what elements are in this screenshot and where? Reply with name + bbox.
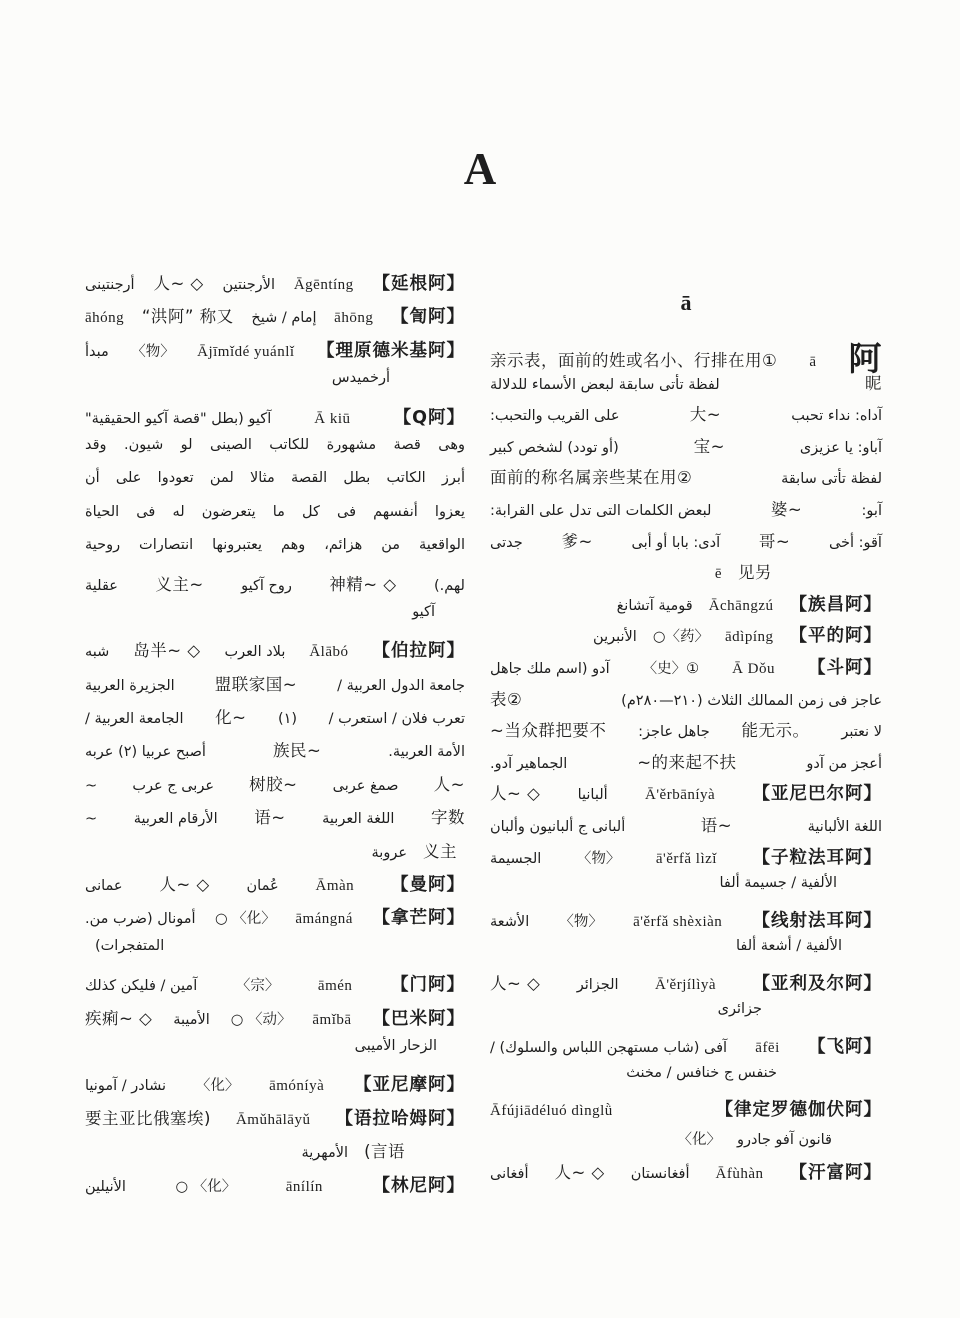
chinese-text: 人~ ◇ bbox=[153, 274, 204, 293]
arabic-gloss: جاهل عاجز: bbox=[638, 724, 710, 741]
arabic-gloss: يعزوا أنفسهم فى كل ما يتعرضون له فى الحياة bbox=[85, 503, 465, 520]
arabic-gloss: أرجنتينى bbox=[85, 277, 135, 293]
dict-line bbox=[490, 749, 882, 781]
pinyin: Ājīmǐdé yuánlǐ bbox=[197, 343, 295, 360]
arabic-gloss: قانون آفو جادرو bbox=[736, 1131, 832, 1148]
dict-line bbox=[490, 717, 882, 749]
dict-line bbox=[85, 1172, 465, 1205]
arabic-gloss: آفى (شاب مستهجن اللباس والسلوك) / bbox=[490, 1040, 728, 1057]
pinyin: āfēi bbox=[755, 1040, 780, 1057]
dict-line bbox=[490, 1128, 882, 1160]
headword: 【拿芒阿】 bbox=[372, 908, 465, 929]
chinese-text: 字数 bbox=[431, 808, 465, 828]
dict-line bbox=[85, 437, 465, 470]
symbol: ○ 〈化〉 bbox=[175, 1178, 237, 1195]
chinese-text: 义主~ bbox=[155, 574, 204, 594]
chinese-text: “洪阿” 称又 bbox=[141, 307, 234, 327]
arabic-gloss: (أو تودد) لشخص كبير bbox=[490, 439, 619, 456]
dict-line bbox=[85, 370, 465, 403]
dict-line bbox=[85, 1105, 465, 1138]
headword: 【曼阿】 bbox=[391, 875, 465, 896]
dict-line bbox=[490, 528, 882, 560]
arabic-gloss: لا نعتبر bbox=[841, 724, 882, 741]
headword: 【亚尼巴尔阿】 bbox=[752, 784, 882, 805]
dict-line bbox=[490, 780, 882, 812]
dict-line bbox=[85, 270, 465, 303]
dict-line bbox=[85, 637, 465, 670]
pinyin: Ālābó bbox=[309, 644, 349, 661]
dict-line bbox=[490, 1159, 882, 1191]
dict-line bbox=[85, 971, 465, 1004]
chinese-text: 能无示。 bbox=[741, 721, 810, 741]
arabic-gloss: عاجز فى زمن الممالك الثلاث (٢١٠—٢٨٠م) bbox=[621, 692, 882, 709]
dict-line bbox=[85, 771, 465, 804]
headword: 【平的阿】 bbox=[789, 626, 882, 647]
symbol: ~ bbox=[85, 811, 98, 828]
arabic-gloss: أمونال (ضرب من. bbox=[85, 911, 196, 928]
dict-line bbox=[85, 671, 465, 704]
pinyin: Āmàn bbox=[315, 878, 355, 895]
arabic-gloss: وهى قصة مشهورة للكاتب الصينى لو شيون. وقد bbox=[85, 436, 465, 453]
symbol: ~ bbox=[85, 777, 98, 794]
arabic-gloss: عُمان bbox=[246, 878, 279, 895]
dict-line bbox=[85, 938, 465, 971]
arabic-gloss: (١) bbox=[277, 711, 298, 728]
arabic-gloss: آدى: بابا أو أبى bbox=[631, 534, 721, 551]
pinyin: āhóng bbox=[85, 310, 125, 327]
chinese-text: ~的来起不扶 bbox=[637, 752, 737, 772]
symbol: ○〈药〉 bbox=[652, 629, 709, 646]
arabic-gloss: آباو: يا عزيزى bbox=[799, 439, 882, 456]
arabic-gloss: ألبانى ج ألبانيون وألبان bbox=[490, 818, 626, 835]
dict-line bbox=[85, 737, 465, 770]
dict-line bbox=[85, 537, 465, 570]
pinyin: ā'ěrfǎ shèxiàn bbox=[633, 913, 723, 930]
chinese-text: 岛半~ ◇ bbox=[133, 641, 201, 661]
arabic-gloss: نشادر / آمونيا bbox=[85, 1078, 167, 1095]
arabic-gloss: لبعض الكلمات التى تدل على القرابة: bbox=[490, 502, 712, 519]
dict-line bbox=[490, 1096, 882, 1128]
arabic-gloss: الألفية / جسيمة ألفا bbox=[719, 875, 837, 892]
chinese-text: 面前的称名属亲些某在用② bbox=[490, 468, 693, 488]
dict-line bbox=[85, 1071, 465, 1104]
headword: 【延根阿】 bbox=[372, 274, 465, 294]
arabic-gloss: الأمهرية bbox=[301, 1145, 349, 1162]
dict-line bbox=[490, 654, 882, 686]
arabic-gloss: الأرجنتين bbox=[222, 277, 275, 293]
pinyin: Ā Dǒu bbox=[732, 660, 775, 677]
arabic-gloss: الواقعية من هزائم، وهم يعتبرونها انتصارات روحية bbox=[85, 537, 465, 554]
dict-line bbox=[85, 871, 465, 904]
arabic-gloss: الأنبرين bbox=[593, 629, 637, 646]
chinese-text: 义主 bbox=[423, 841, 457, 861]
dict-line bbox=[490, 907, 882, 939]
headword: 【伯拉阿】 bbox=[372, 641, 465, 662]
arabic-gloss: عربى ج عرب bbox=[132, 777, 214, 794]
arabic-gloss: شبه bbox=[85, 644, 110, 661]
dict-line bbox=[490, 1001, 882, 1033]
headword: 【理原德米基阿】 bbox=[316, 340, 465, 361]
headword: 【亚利及尔阿】 bbox=[752, 973, 882, 994]
headword: 【线射法耳阿】 bbox=[752, 910, 882, 931]
chinese-text: 神精~ ◇ bbox=[329, 574, 397, 594]
pinyin: āhōng bbox=[334, 310, 374, 327]
arabic-gloss: تعرب فلان / استعرب / bbox=[328, 711, 465, 728]
dict-line bbox=[85, 804, 465, 837]
headword: 【汗富阿】 bbox=[789, 1163, 882, 1184]
symbol: 〈化〉 bbox=[677, 1131, 721, 1148]
section-letter: A bbox=[463, 144, 497, 194]
headword: 【Q阿】 bbox=[393, 407, 465, 428]
headword: 【律定罗德伽伏阿】 bbox=[715, 1100, 882, 1121]
dict-line bbox=[490, 464, 882, 496]
arabic-gloss: اللغة الألبانية bbox=[807, 818, 882, 835]
arabic-gloss: أفغانستان bbox=[630, 1166, 690, 1183]
dict-line bbox=[490, 686, 882, 718]
arabic-gloss: مبدأ bbox=[85, 343, 109, 360]
arabic-gloss: جزائرى bbox=[717, 1001, 762, 1018]
pinyin: ā'ěrfǎ lìzǐ bbox=[655, 850, 717, 867]
pinyin: Āfùhàn bbox=[715, 1166, 764, 1183]
arabic-gloss: على القريب والتحبب: bbox=[490, 408, 620, 425]
arabic-gloss: الجماهير آدو. bbox=[490, 755, 568, 772]
dict-line bbox=[490, 401, 882, 433]
arabic-gloss: إمام / شيخ bbox=[251, 310, 317, 327]
main-headword-character: 阿 bbox=[848, 339, 882, 378]
arabic-gloss: الجزيرة العربية bbox=[85, 677, 175, 694]
chinese-text: 见另 bbox=[738, 563, 772, 583]
pinyin: āmǐbā bbox=[312, 1011, 352, 1028]
arabic-gloss: الأمة العربية. bbox=[388, 744, 465, 761]
dict-line bbox=[85, 1038, 465, 1071]
chinese-text: 人~ ◇ bbox=[159, 875, 210, 895]
dict-line bbox=[85, 1138, 465, 1171]
headword: 【訇阿】 bbox=[391, 307, 465, 328]
headword: 【门阿】 bbox=[391, 975, 465, 996]
chinese-text: 爹~ bbox=[561, 531, 593, 551]
pinyin: Āfújiādéluó dìnglǜ bbox=[490, 1103, 613, 1120]
dict-line bbox=[85, 904, 465, 937]
dict-line bbox=[490, 938, 882, 970]
arabic-gloss: عقلية bbox=[85, 577, 118, 594]
dict-line bbox=[85, 1005, 465, 1038]
pinyin: ādìpíng bbox=[725, 629, 774, 646]
dict-line bbox=[490, 970, 882, 1002]
pinyin: Ā'ěrjílìyà bbox=[655, 976, 717, 993]
arabic-gloss: الأنيلين bbox=[85, 1178, 126, 1195]
dict-line bbox=[85, 303, 465, 336]
arabic-gloss: الجامعة العربية / bbox=[85, 711, 184, 728]
chinese-text: 亲示表，面前的姓或名小、行排在用① bbox=[490, 351, 778, 370]
dict-line bbox=[85, 604, 465, 637]
chinese-text: 盟联家国~ bbox=[214, 674, 298, 694]
chinese-text: 族民~ bbox=[272, 741, 322, 761]
arabic-gloss: أصبح عربيا (٢) عربه bbox=[85, 744, 206, 761]
chinese-text: 大~ bbox=[689, 405, 722, 425]
pinyin: āmóníyà bbox=[269, 1078, 325, 1095]
chinese-text: 疾痢~ ◇ bbox=[85, 1008, 153, 1028]
arabic-gloss: الألفية / أشعة ألفا bbox=[735, 938, 842, 955]
pinyin: āmén bbox=[317, 978, 353, 995]
pinyin: Āgēntíng bbox=[293, 277, 354, 293]
symbol: ○ 〈动〉 bbox=[230, 1011, 292, 1028]
dict-line bbox=[490, 370, 882, 402]
arabic-gloss: آداه: نداء تحبب bbox=[791, 408, 882, 425]
arabic-gloss: صمغ عربى bbox=[332, 777, 399, 794]
dict-line bbox=[490, 622, 882, 654]
arabic-gloss: أبرز الكاتب بطل القصة مثالا لمن تعودوا على أن bbox=[85, 470, 465, 487]
dict-line bbox=[85, 838, 465, 871]
symbol: 〈宗〉 bbox=[235, 978, 280, 995]
symbol: 〈物〉 bbox=[559, 913, 603, 930]
dict-line bbox=[85, 504, 465, 537]
arabic-gloss: آقو: أخى bbox=[828, 534, 882, 551]
chinese-text: 宝~ bbox=[693, 436, 725, 456]
headword: 【林尼阿】 bbox=[372, 1175, 465, 1196]
dict-line bbox=[490, 844, 882, 876]
arabic-gloss: ألبانيا bbox=[577, 787, 608, 804]
dict-line bbox=[490, 496, 882, 528]
arabic-gloss: المتفجرات) bbox=[95, 937, 165, 954]
chinese-text: ~当众群把要不 bbox=[490, 721, 607, 741]
arabic-gloss: آكيو (بطل "قصة آكيو الحقيقية" bbox=[85, 410, 272, 427]
arabic-gloss: جامعة الدول العربية / bbox=[337, 677, 465, 694]
headword: 【巴米阿】 bbox=[372, 1008, 465, 1029]
chinese-text: 表② bbox=[490, 689, 523, 709]
chinese-text: 语~ bbox=[700, 815, 733, 835]
symbol: 〈物〉 bbox=[576, 850, 621, 867]
pinyin: Ā'ěrbāníyà bbox=[645, 787, 716, 804]
arabic-gloss: الأميبة bbox=[173, 1011, 210, 1028]
dict-line bbox=[490, 338, 882, 378]
headword: 【子粒法耳阿】 bbox=[752, 847, 882, 868]
arabic-gloss: اللغة العربية bbox=[322, 811, 395, 828]
chinese-text: (言语 bbox=[364, 1142, 405, 1162]
arabic-gloss: أرخميدس bbox=[331, 370, 390, 387]
dict-line bbox=[490, 433, 882, 465]
dict-line bbox=[85, 571, 465, 604]
right-column bbox=[490, 290, 882, 1191]
dict-line bbox=[490, 1033, 882, 1065]
arabic-gloss: أعجز من آدو bbox=[806, 755, 882, 772]
symbol: ○ 〈化〉 bbox=[215, 911, 276, 928]
arabic-gloss: أفغانى bbox=[490, 1166, 529, 1183]
pinyin: ē bbox=[714, 566, 722, 583]
pinyin: āmángná bbox=[295, 911, 353, 928]
right-column-lines bbox=[490, 338, 882, 1191]
arabic-gloss: الأرقام العربية bbox=[133, 811, 218, 828]
symbol: 〈史〉① bbox=[642, 660, 700, 677]
pinyin: Āmǔhālāyǔ bbox=[235, 1111, 311, 1128]
headword: 【亚尼摩阿】 bbox=[353, 1075, 465, 1096]
dict-line bbox=[490, 812, 882, 844]
arabic-gloss: الجسيمة bbox=[490, 850, 542, 867]
pinyin: ā bbox=[809, 354, 817, 370]
dict-line bbox=[490, 875, 882, 907]
pinyin: Āchāngzú bbox=[708, 597, 774, 614]
symbol: 〈化〉 bbox=[195, 1078, 240, 1095]
arabic-gloss: آمين / فليكن كذلك bbox=[85, 978, 198, 995]
dict-line bbox=[85, 470, 465, 503]
chinese-text: 人~ ◇ bbox=[554, 1163, 605, 1183]
dict-line bbox=[490, 591, 882, 623]
arabic-gloss: قومية آتشانغ bbox=[616, 597, 693, 614]
headword: 【语拉哈姆阿】 bbox=[335, 1108, 465, 1129]
dict-line bbox=[85, 404, 465, 437]
arabic-gloss: آكيو bbox=[412, 603, 435, 620]
arabic-gloss: بلاد العرب bbox=[224, 644, 286, 661]
arabic-gloss: الزحار الأميبى bbox=[354, 1037, 437, 1054]
chinese-text: 哥~ bbox=[758, 531, 791, 551]
arabic-gloss: خنفس ج خنافس / مخنث bbox=[626, 1064, 777, 1081]
arabic-gloss: جدتى bbox=[490, 534, 523, 551]
headword: 【族昌阿】 bbox=[789, 594, 882, 615]
arabic-gloss: آبو: bbox=[861, 502, 882, 519]
arabic-gloss: عمانى bbox=[85, 878, 123, 895]
chinese-text: 人~ ◇ bbox=[490, 973, 541, 993]
symbol: 〈物〉 bbox=[131, 343, 175, 360]
chinese-text: 树胶~ bbox=[249, 774, 298, 794]
pinyin: ānílín bbox=[285, 1178, 323, 1195]
chinese-text: 语~ bbox=[254, 808, 286, 828]
pinyin-subheader: ā bbox=[680, 290, 692, 315]
arabic-gloss: روح آكيو bbox=[241, 577, 292, 594]
arabic-gloss: لفظة تأتى سابقة bbox=[781, 471, 882, 488]
arabic-gloss: لهم.) bbox=[433, 577, 465, 594]
dict-line bbox=[85, 337, 465, 370]
dict-line bbox=[490, 1065, 882, 1097]
arabic-gloss: عروبة bbox=[371, 844, 407, 861]
chinese-text: 昵 bbox=[865, 373, 882, 393]
dict-line bbox=[490, 559, 882, 591]
headword: 【斗阿】 bbox=[807, 657, 882, 678]
chinese-text: 婆~ bbox=[770, 499, 803, 519]
chinese-text: 化~ bbox=[215, 708, 247, 728]
headword: 【飞阿】 bbox=[808, 1037, 882, 1058]
arabic-gloss: الأشعة bbox=[490, 913, 530, 930]
chinese-text: 人~ bbox=[433, 774, 465, 794]
chinese-text: 要主亚比俄塞埃) bbox=[85, 1108, 211, 1128]
pinyin: Ā kiū bbox=[314, 410, 351, 427]
arabic-gloss: آدو (اسم ملك جاهل bbox=[490, 660, 610, 677]
chinese-text: 人~ ◇ bbox=[490, 784, 541, 804]
arabic-gloss: الجزائر bbox=[576, 976, 619, 993]
dict-line bbox=[85, 704, 465, 737]
left-column bbox=[85, 270, 465, 1205]
arabic-gloss: لفظة تأتى سابقة لبعض الأسماء للدلالة bbox=[490, 376, 720, 393]
